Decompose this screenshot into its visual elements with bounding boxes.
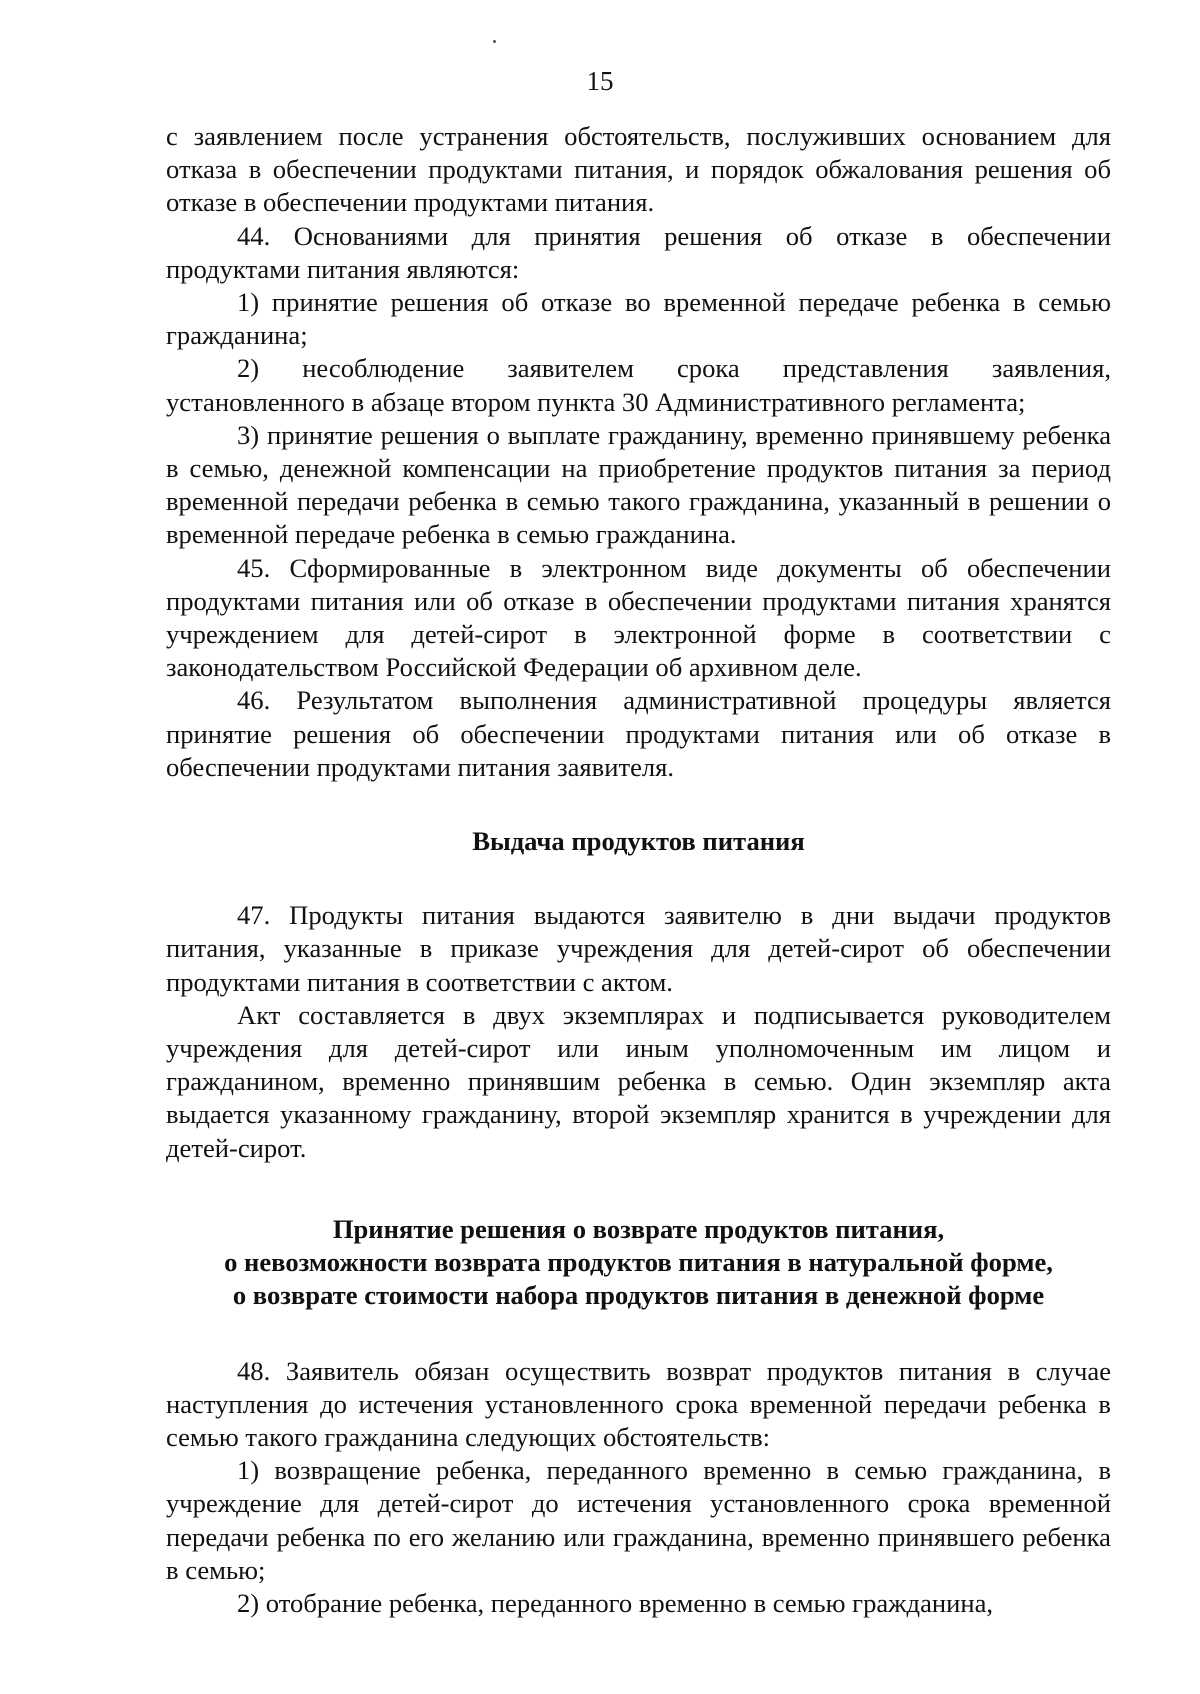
paragraph-46: 46. Результатом выполнения административной процедуры является принятие решения об обеспечении продуктами питания или об отказе в обеспечении продуктами питания заявителя.	[166, 685, 1111, 782]
list-item-48-2: 2) отобрание ребенка, переданного временно в семью гражданина,	[237, 1587, 994, 1618]
section-heading-line: о возврате стоимости набора продуктов питания в денежной форме	[232, 1280, 1045, 1311]
paragraph-47: 47. Продукты питания выдаются заявителю в дни выдачи продуктов питания, указанные в приказе учреждения для детей-сирот об обеспечении продуктами питания в соответствии с актом.	[166, 900, 1111, 997]
section-heading-food-issuance: Выдача продуктов питания	[472, 826, 805, 857]
paragraph-45: 45. Сформированные в электронном виде документы об обеспечении продуктами питания или об отказе в обеспечении продуктами питания хранятся учреждением для детей-сирот в электронной форме в соответствии с законодательством Российской Федерации об архивном деле.	[166, 552, 1111, 683]
list-item-44-3: 3) принятие решения о выплате гражданину, временно принявшему ребенка в семью, денежной компенсации на приобретение продуктов питания за период временной передачи ребенка в семью такого гражданина, указанный в решении о временной передаче ребенка в семью гражданина.	[166, 419, 1111, 550]
list-item-44-2: 2) несоблюдение заявителем срока представления заявления, установленного в абзаце втором пункта 30 Административного регламента;	[166, 353, 1111, 417]
scan-speck	[493, 40, 496, 43]
list-item-44-1: 1) принятие решения об отказе во временной передаче ребенка в семью гражданина;	[166, 287, 1111, 351]
paragraph-continuation: с заявлением после устранения обстоятельств, послуживших основанием для отказа в обеспечении продуктами питания, и порядок обжалования решения об отказе в обеспечении продуктами питания.	[166, 121, 1111, 218]
document-body	[166, 120, 1111, 1620]
list-item-48-1: 1) возвращение ребенка, переданного временно в семью гражданина, в учреждение для детей-сирот до истечения установленного срока временной передачи ребенка по его желанию или гражданина, временно принявшего ребенка в семью;	[166, 1455, 1111, 1585]
section-heading-food-return	[166, 1213, 1111, 1313]
paragraph-act: Акт составляется в двух экземплярах и подписывается руководителем учреждения для детей-сирот или иным уполномоченным им лицом и гражданином, временно принявшим ребенка в семью. Один экземпляр акта выдается указанному гражданину, второй экземпляр хранится в учреждении для детей-сирот.	[166, 999, 1111, 1163]
paragraph-48: 48. Заявитель обязан осуществить возврат продуктов питания в случае наступления до истечения установленного срока временной передачи ребенка в семью такого гражданина следующих обстоятельств:	[166, 1355, 1111, 1452]
paragraph-44: 44. Основаниями для принятия решения об отказе в обеспечении продуктами питания являются:	[166, 220, 1111, 284]
page-number: 15	[586, 66, 614, 96]
section-heading-line: о невозможности возврата продуктов питания в натуральной форме,	[224, 1247, 1053, 1278]
section-heading-line: Принятие решения о возврате продуктов питания,	[332, 1213, 945, 1244]
